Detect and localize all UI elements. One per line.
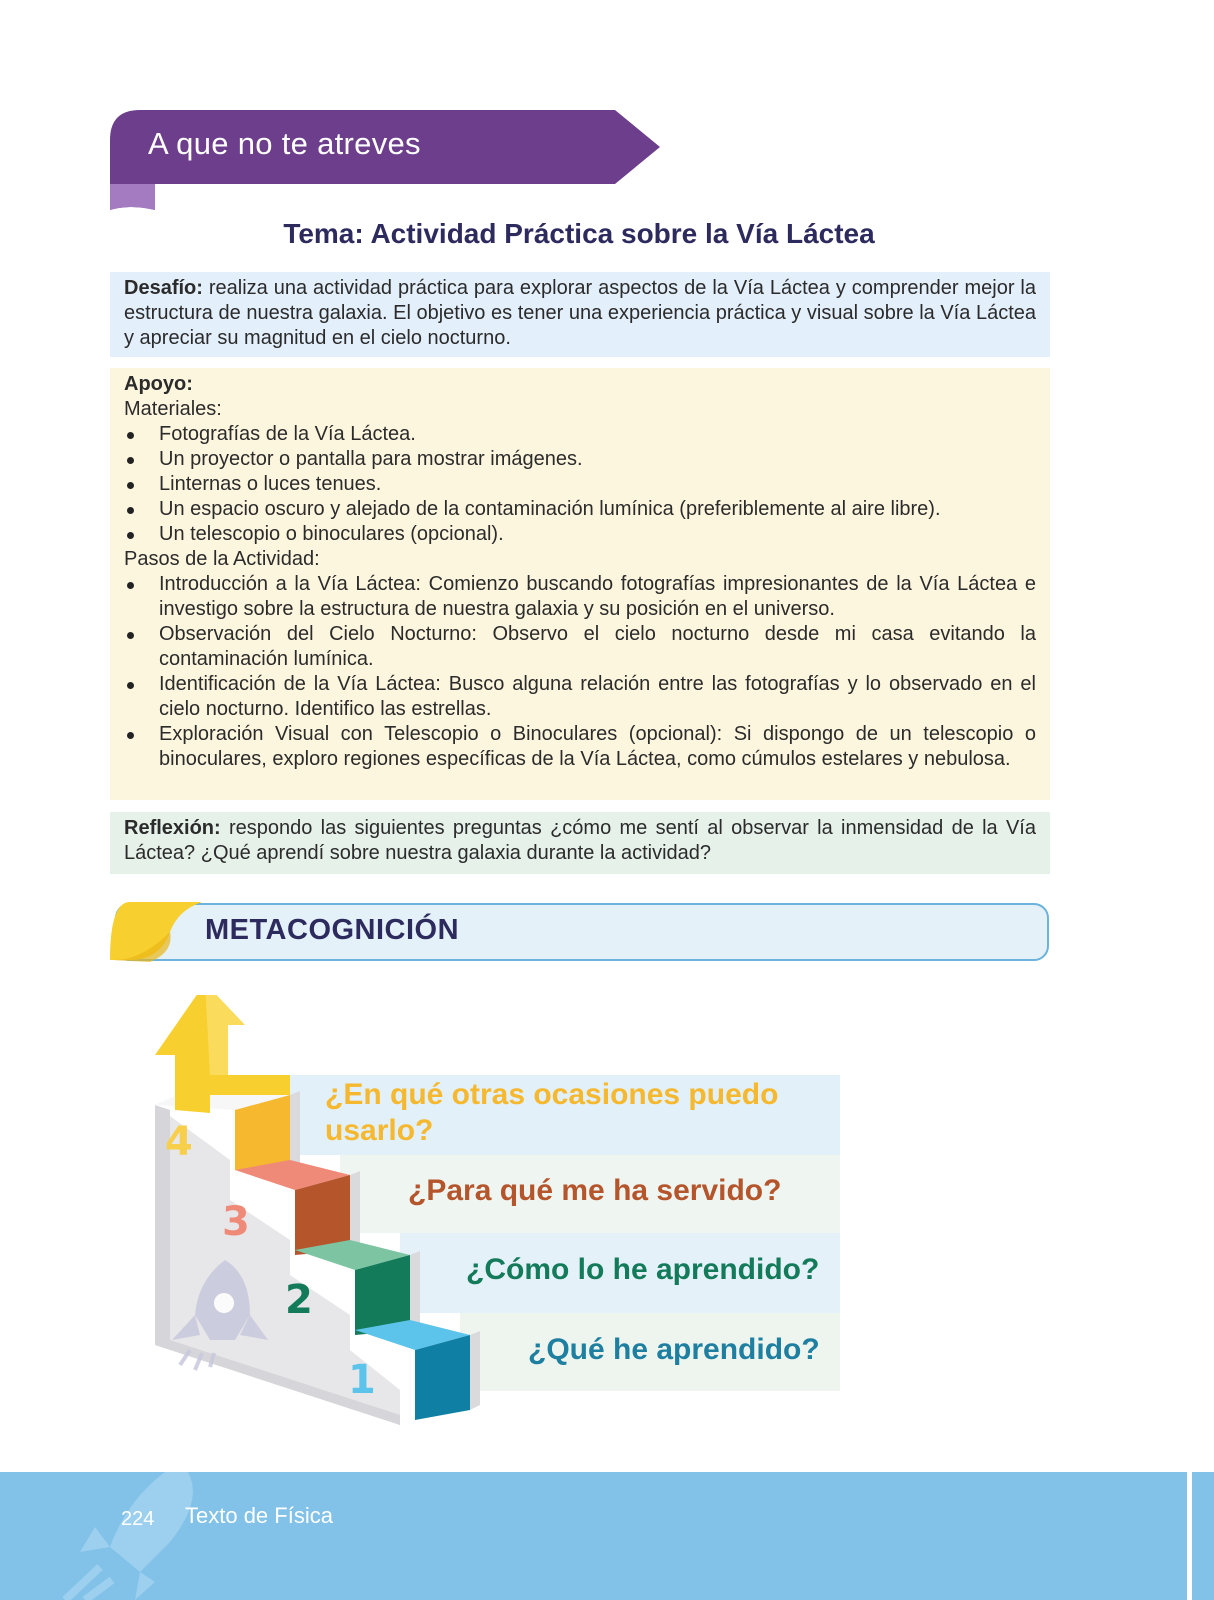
challenge-text: realiza una actividad práctica para explorar aspectos de la Vía Láctea y comprender mejor la estructura de nuestra galaxia. El objetivo es tener una experiencia práctica y visual sobre la Vía Láctea y apreciar su magnitud en el cielo nocturno. xyxy=(124,277,1036,349)
challenge-box xyxy=(110,272,1050,357)
challenge-label: Desafío: xyxy=(124,277,203,299)
list-item: Identificación de la Vía Láctea: Busco alguna relación entre las fotografías y lo observado en el cielo nocturno. Identifico las estrellas. xyxy=(124,672,1036,722)
list-item: Exploración Visual con Telescopio o Binoculares (opcional): Si dispongo de un telescopio o binoculares, exploro regiones específicas de la Vía Láctea, como cúmulos estelares y nebulosa. xyxy=(124,722,1036,772)
step-question-1: ¿Qué he aprendido? xyxy=(528,1333,820,1366)
list-item: Un telescopio o binoculares (opcional). xyxy=(124,522,1036,547)
metacognition-header xyxy=(110,902,1050,962)
page-footer xyxy=(0,1472,1214,1600)
step-number-3: 3 xyxy=(222,1199,250,1245)
footer-edge-strip xyxy=(1187,1472,1192,1600)
footer-rocket-icon xyxy=(40,1472,240,1600)
steps-label: Pasos de la Actividad: xyxy=(124,548,320,570)
footer-title: Texto de Física xyxy=(185,1503,333,1528)
reflection-text: respondo las siguientes preguntas ¿cómo me sentí al observar la inmensidad de la Vía Láctea? ¿Qué aprendí sobre nuestra galaxia durante la actividad? xyxy=(124,817,1036,864)
step-number-4: 4 xyxy=(165,1119,193,1165)
list-item: Observación del Cielo Nocturno: Observo el cielo nocturno desde mi casa evitando la contaminación lumínica. xyxy=(124,622,1036,672)
reflection-label: Reflexión: xyxy=(124,817,221,839)
support-box xyxy=(110,368,1050,800)
materials-label: Materiales: xyxy=(124,398,222,420)
step-number-1: 1 xyxy=(348,1357,376,1403)
metacognition-stairs xyxy=(150,995,850,1455)
stairs-illustration xyxy=(150,995,850,1455)
step-question-2: ¿Cómo lo he aprendido? xyxy=(466,1253,820,1286)
section-banner xyxy=(110,110,670,214)
list-item: Fotografías de la Vía Láctea. xyxy=(124,422,1036,447)
list-item: Un proyector o pantalla para mostrar imágenes. xyxy=(124,447,1036,472)
topic-title: Tema: Actividad Práctica sobre la Vía Láctea xyxy=(283,218,875,249)
materials-list xyxy=(124,422,1036,547)
list-item: Introducción a la Vía Láctea: Comienzo buscando fotografías impresionantes de la Vía Láctea e investigo sobre la estructura de nuestra galaxia y su posición en el universo. xyxy=(124,572,1036,622)
step-question-3: ¿Para qué me ha servido? xyxy=(408,1174,782,1207)
list-item: Un espacio oscuro y alejado de la contaminación lumínica (preferiblemente al aire libre). xyxy=(124,497,1036,522)
page-number: 224 xyxy=(121,1508,155,1530)
metacognition-title: METACOGNICIÓN xyxy=(205,914,460,946)
list-item: Linternas o luces tenues. xyxy=(124,472,1036,497)
banner-title: A que no te atreves xyxy=(148,126,421,161)
support-label: Apoyo: xyxy=(124,373,193,395)
step-number-2: 2 xyxy=(285,1277,313,1323)
steps-list xyxy=(124,572,1036,772)
step-question-4: ¿En qué otras ocasiones puedo usarlo? xyxy=(325,1078,779,1147)
reflection-box xyxy=(110,812,1050,874)
